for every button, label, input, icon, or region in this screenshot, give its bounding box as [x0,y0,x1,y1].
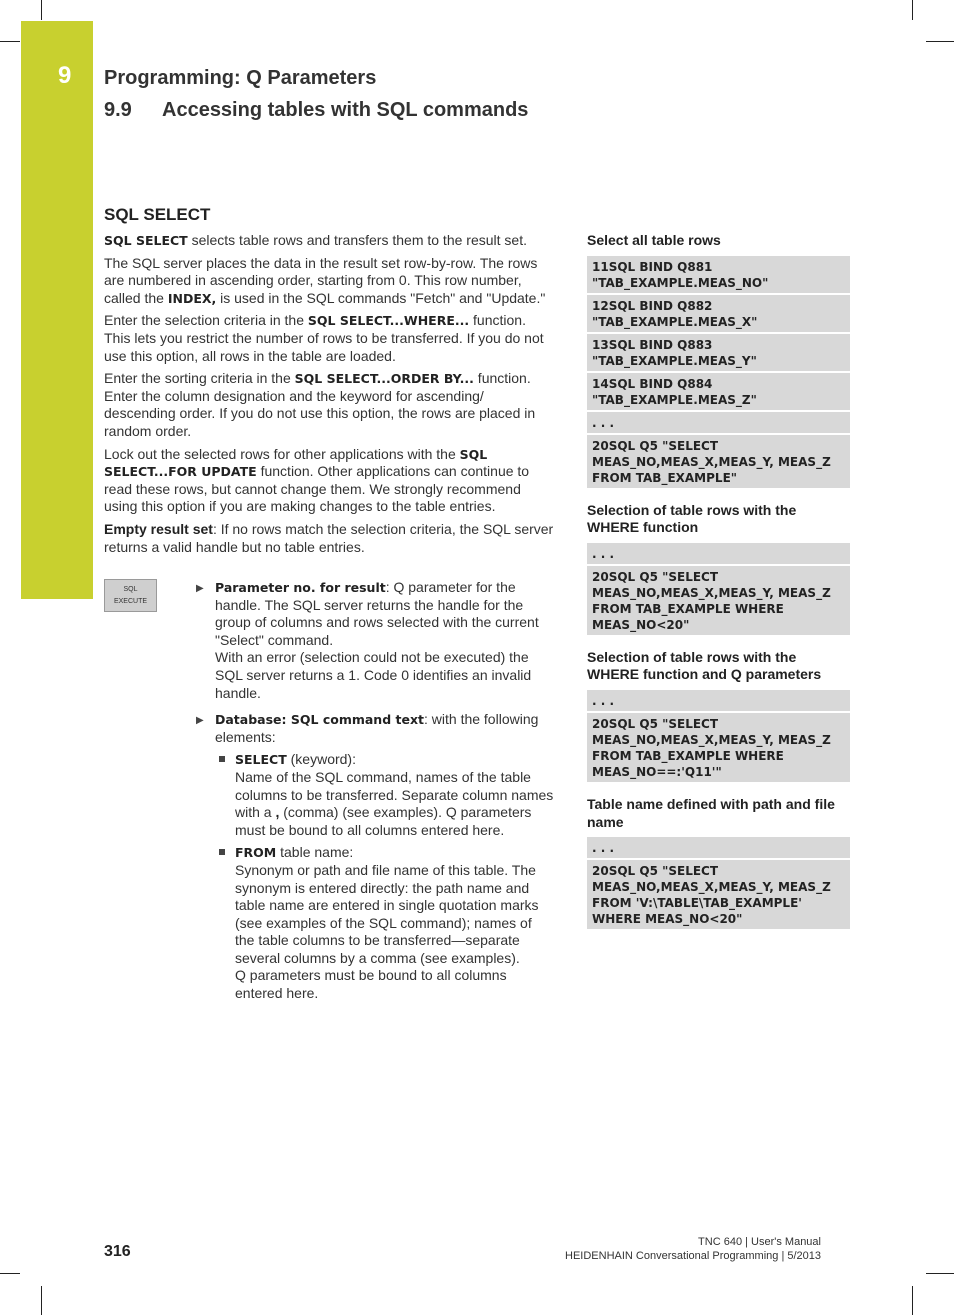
footer-info: TNC 640 | User's Manual HEIDENHAIN Conversational Programming | 5/2013 [565,1236,821,1262]
examples-column [587,232,850,943]
paragraph: SQL SELECT selects table rows and transfers them to the result set. [104,232,527,248]
page-number: 316 [104,1243,131,1260]
code-line: 14SQL BIND Q884 "TAB_EXAMPLE.MEAS_Z" [587,373,850,410]
crop-mark [912,0,913,20]
code-line: . . . [587,412,850,433]
code-line: 20SQL Q5 "SELECT MEAS_NO,MEAS_X,MEAS_Y, MEAS_Z FROM TAB_EXAMPLE" [587,435,850,488]
crop-mark [0,1273,20,1274]
code-line: 11SQL BIND Q881 "TAB_EXAMPLE.MEAS_NO" [587,256,850,293]
code-line: 13SQL BIND Q883 "TAB_EXAMPLE.MEAS_Y" [587,334,850,371]
code-line: . . . [587,837,850,858]
list-item: FROM table name: Synonym or path and file name of this table. The synonym is entered directly: the path name and table name are entered in single quotation marks (see examples of the SQL command); names of the table columns to be transferred—separate several columns by a comma (see examples). Q parameters must be bound to all columns entered here. [215,844,555,1002]
paragraph: Enter the selection criteria in the SQL SELECT...WHERE... function. This lets you restrict the number of rows to be transferred. If you do not use this option, all rows in the table are loaded. [104,312,544,364]
section-heading [104,99,528,122]
chapter-title: Programming: Q Parameters [104,67,377,89]
code-line: . . . [587,543,850,564]
example-block [587,232,850,488]
chapter-tab [21,21,93,599]
crop-mark [41,1286,42,1315]
code-line: 20SQL Q5 "SELECT MEAS_NO,MEAS_X,MEAS_Y, MEAS_Z FROM TAB_EXAMPLE WHERE MEAS_NO==:'Q11'" [587,713,850,782]
crop-mark [41,0,42,20]
crop-mark [926,41,954,42]
paragraph: Empty result set: If no rows match the selection criteria, the SQL server returns a valid handle but no table entries. [104,520,554,555]
example-title: Table name defined with path and file name [587,795,835,830]
example-block [587,649,850,782]
section-number: 9.9 [104,99,132,121]
list-item: ▶ Parameter no. for result: Q parameter for the handle. The SQL server returns the handle for the group of columns and rows selected with the current "Select" command. With an error (selection could not be executed) the SQL server returns a 1. Code 0 identifies an invalid handle. [196,579,539,701]
example-block [587,502,850,635]
paragraph: Lock out the selected rows for other applications with the SQL SELECT...FOR UPDATE function. Other applications can continue to read these rows, but cannot change them. We strongly recommend using this option if you are making changes to the table entries. [104,445,530,515]
paragraph: The SQL server places the data in the result set row-by-row. The rows are numbered in ascending order, starting from 0. This row number, called the INDEX, is used in the SQL commands "Fetch" and "Update." [104,254,546,306]
square-bullet-icon [219,756,225,762]
arrow-bullet-icon: ▶ [196,583,204,594]
square-bullet-icon [219,849,225,855]
list-item: ▶ Database: SQL command text: with the following elements: SELECT (keyword): Name of the SQL command, names of the table columns to be transferred. Separate column names with a , (comma) (see examples). Q parameters must be bound to all columns entered here. FROM table name: Synonym or path and file name of this table. The synonym is entered directly: the path name and table name are entered in single quotation marks (see examples of the SQL command); names of the table columns to be transferred—separate several columns by a comma (see examples). Q parameters must be bound to all columns entered here. [196,711,554,1002]
parameter-list [193,579,555,1012]
example-title: Selection of table rows with the WHERE function and Q parameters [587,648,822,683]
code-line: . . . [587,690,850,711]
arrow-bullet-icon: ▶ [196,715,204,727]
list-item: SELECT (keyword): Name of the SQL command, names of the table columns to be transferred. Separate column names with a , (comma) (see examples). Q parameters must be bound to all columns entered here. [215,751,555,839]
chapter-number: 9 [58,62,72,89]
subsection-title: SQL SELECT [104,205,211,224]
example-title: Selection of table rows with the WHERE function [587,501,797,536]
section-title: Accessing tables with SQL commands [162,99,529,121]
body-text [104,232,554,561]
code-line: 20SQL Q5 "SELECT MEAS_NO,MEAS_X,MEAS_Y, MEAS_Z FROM TAB_EXAMPLE WHERE MEAS_NO<20" [587,566,850,635]
example-title: Select all table rows [587,232,721,248]
sql-execute-softkey[interactable]: SQL EXECUTE [104,579,157,612]
crop-mark [926,1273,954,1274]
example-block [587,796,850,929]
paragraph: Enter the sorting criteria in the SQL SELECT...ORDER BY... function. Enter the column designation and the keyword for ascending/ descending order. If you do not use this option, the rows are placed in random order. [104,370,536,439]
crop-mark [0,41,20,42]
crop-mark [912,1286,913,1315]
code-line: 20SQL Q5 "SELECT MEAS_NO,MEAS_X,MEAS_Y, MEAS_Z FROM 'V:\TABLE\TAB_EXAMPLE' WHERE MEAS_NO<20" [587,860,850,929]
code-line: 12SQL BIND Q882 "TAB_EXAMPLE.MEAS_X" [587,295,850,332]
